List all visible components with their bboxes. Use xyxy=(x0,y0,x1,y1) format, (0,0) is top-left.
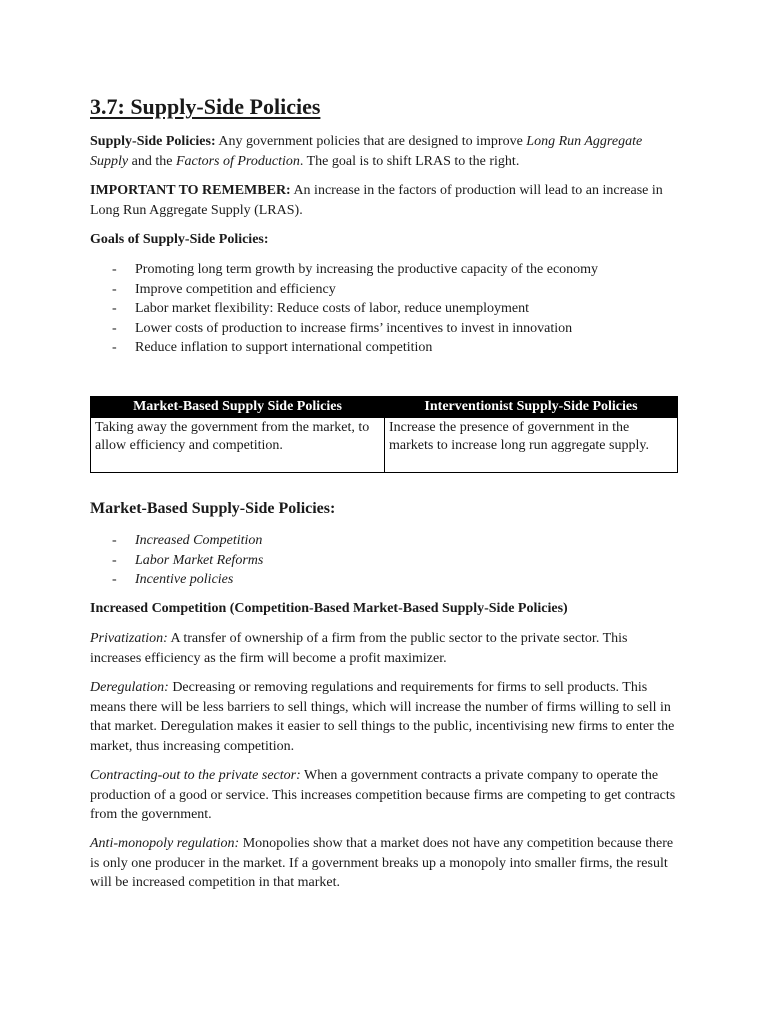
privatization-paragraph xyxy=(90,629,680,668)
table-row xyxy=(91,418,678,473)
definition-paragraph xyxy=(90,132,680,171)
list-item: - Incentive policies xyxy=(90,570,263,590)
list-item: - Lower costs of production to increase firms’ incentives to invest in innovation xyxy=(90,319,598,339)
important-label: IMPORTANT TO REMEMBER: xyxy=(90,183,291,198)
anti-monopoly-text: Monopolies show that a market does not have any competition because there is only one producer in the market. If a government breaks up a monopoly into smaller firms, the result will be increased competition in that market. xyxy=(90,836,674,890)
contracting-out-paragraph xyxy=(90,766,680,825)
list-item: - Increased Competition xyxy=(90,531,263,551)
contracting-out-text: When a government contracts a private company to operate the production of a good or service. This increases competition because firms are competing to get contracts from the government. xyxy=(90,768,676,822)
important-paragraph xyxy=(90,181,680,220)
goals-list xyxy=(90,260,598,358)
definition-term: Supply-Side Policies: xyxy=(90,134,216,149)
goals-heading: Goals of Supply-Side Policies: xyxy=(90,232,269,247)
list-item: - Labor market flexibility: Reduce costs of labor, reduce unemployment xyxy=(90,299,598,319)
page-title: 3.7: Supply-Side Policies xyxy=(90,94,321,119)
privatization-text: A transfer of ownership of a firm from the public sector to the private sector. This increases efficiency as the firm will become a profit maximizer. xyxy=(90,631,628,666)
list-item: - Promoting long term growth by increasing the productive capacity of the economy xyxy=(90,260,598,280)
policy-comparison-table xyxy=(90,396,678,473)
definition-emphasis-lras: Long Run Aggregate Supply xyxy=(90,134,643,169)
table-header-market-based: Market-Based Supply Side Policies xyxy=(91,397,385,418)
list-item: - Labor Market Reforms xyxy=(90,551,263,571)
table-header-interventionist: Interventionist Supply-Side Policies xyxy=(385,397,678,418)
definition-text-2: and the xyxy=(128,153,176,169)
table-cell-market-based: Taking away the government from the market, to allow efficiency and competition. xyxy=(91,418,385,473)
table-cell-interventionist: Increase the presence of government in the markets to increase long run aggregate supply. xyxy=(385,418,678,473)
deregulation-text: Decreasing or removing regulations and requirements for firms to sell products. This means there will be less barriers to sell things, which will increase the number of firms willing to sell in that market. Deregulation makes it easier to sell things to the public, incentivising new firms to enter the market, thus increasing competition. xyxy=(90,680,675,754)
list-item: - Improve competition and efficiency xyxy=(90,280,598,300)
market-based-list xyxy=(90,531,263,590)
section-heading-market-based: Market-Based Supply-Side Policies: xyxy=(90,500,336,517)
privatization-term: Privatization: xyxy=(90,631,168,646)
increased-competition-heading: Increased Competition (Competition-Based Market-Based Supply-Side Policies) xyxy=(90,601,568,616)
anti-monopoly-term: Anti-monopoly regulation: xyxy=(90,836,240,851)
deregulation-term: Deregulation: xyxy=(90,680,169,695)
definition-text-3: . The goal is to shift LRAS to the right. xyxy=(299,153,520,169)
contracting-out-term: Contracting-out to the private sector: xyxy=(90,768,301,783)
definition-emphasis-factors: Factors of Production xyxy=(175,153,300,169)
anti-monopoly-paragraph xyxy=(90,834,680,893)
definition-text-1: Any government policies that are designed to improve xyxy=(215,134,527,149)
list-item: - Reduce inflation to support international competition xyxy=(90,338,598,358)
table-header-row xyxy=(91,397,678,418)
important-text: An increase in the factors of production will lead to an increase in Long Run Aggregate Supply (LRAS). xyxy=(90,183,663,218)
deregulation-paragraph xyxy=(90,678,680,756)
